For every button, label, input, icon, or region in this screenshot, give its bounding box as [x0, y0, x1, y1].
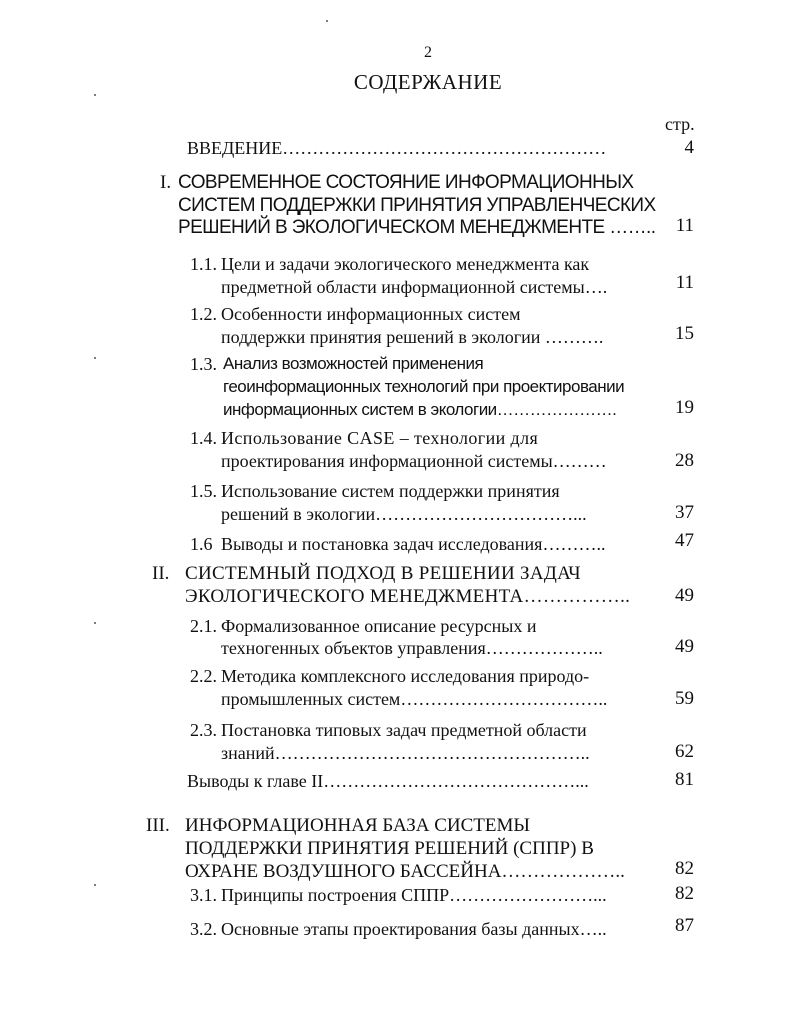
scan-speck: [94, 884, 96, 886]
toc-entry-number: 1.4.: [190, 428, 217, 448]
toc-entry-number: 2.1.: [190, 616, 217, 636]
toc-entry-page: 82: [675, 883, 694, 904]
toc-entry-page: 11: [675, 215, 694, 236]
toc-entry-title-line: ВВЕДЕНИЕ………………………………………………: [187, 138, 607, 158]
toc-entry-number: 1.5.: [190, 481, 217, 501]
toc-entry-title-line: ПОДДЕРЖКИ ПРИНЯТИЯ РЕШЕНИЙ (СППР) В: [185, 838, 594, 859]
toc-entry-page: 37: [675, 502, 694, 523]
toc-entry-page: 49: [675, 585, 694, 606]
toc-entry-title-line: СОВРЕМЕННОЕ СОСТОЯНИЕ ИНФОРМАЦИОННЫХ: [178, 172, 634, 193]
toc-entry-number: II.: [152, 563, 170, 584]
page-column-label: стр.: [665, 114, 695, 134]
toc-entry-number: 1.1.: [190, 254, 217, 274]
toc-entry-title-line: СИСТЕМ ПОДДЕРЖКИ ПРИНЯТИЯ УПРАВЛЕНЧЕСКИХ: [178, 195, 656, 216]
toc-entry-title-line: Использование CASE – технологии для: [221, 428, 539, 448]
toc-entry-title-line: поддержки принятия решений в экологии ……….: [221, 327, 604, 347]
toc-entry-title-line: геоинформационных технологий при проектировании: [223, 377, 625, 396]
page-title: СОДЕРЖАНИЕ: [353, 70, 503, 94]
toc-entry-title-line: Цели и задачи экологического менеджмента как: [221, 254, 590, 274]
toc-entry-title-line: ЭКОЛОГИЧЕСКОГО МЕНЕДЖМЕНТА……………..: [185, 586, 631, 607]
toc-entry-page: 47: [675, 530, 694, 551]
toc-entry-title-line: Выводы и постановка задач исследования………..: [221, 534, 606, 554]
toc-entry-page: 4: [684, 137, 694, 158]
toc-entry-number: 1.2.: [190, 304, 217, 324]
toc-entry-number: 2.3.: [190, 720, 217, 740]
toc-entry-title-line: промышленных систем……………………………..: [221, 689, 608, 709]
toc-entry-page: 19: [675, 397, 694, 418]
toc-entry-title-line: Особенности информационных систем: [221, 304, 521, 324]
toc-entry-title-line: техногенных объектов управления………………..: [221, 638, 603, 658]
toc-entry-page: 11: [675, 272, 694, 293]
toc-entry-title-line: Выводы к главе II……………………………………...: [187, 771, 589, 791]
toc-entry-title-line: решений в экологии……………………………...: [221, 504, 587, 524]
toc-entry-title-line: знаний……………………………………………..: [221, 743, 590, 763]
scan-speck: [94, 357, 96, 359]
toc-entry-title-line: Постановка типовых задач предметной области: [221, 720, 587, 740]
toc-entry-number: 1.6: [190, 534, 213, 554]
toc-entry-title-line: Использование систем поддержки принятия: [221, 481, 560, 501]
toc-entry-page: 81: [675, 769, 694, 790]
toc-entry-title-line: проектирования информационной системы………: [221, 451, 607, 471]
toc-entry-title-line: ОХРАНЕ ВОЗДУШНОГО БАССЕЙНА………………..: [185, 861, 625, 882]
toc-entry-page: 87: [675, 915, 694, 936]
toc-entry-number: 3.1.: [190, 885, 217, 905]
toc-entry-number: III.: [146, 815, 170, 836]
toc-entry-number: I.: [160, 172, 172, 193]
toc-entry-page: 49: [675, 636, 694, 657]
toc-entry-title-line: информационных систем в экологии………………….: [223, 400, 617, 419]
scan-speck: [326, 20, 328, 22]
toc-entry-number: 1.3.: [190, 354, 217, 374]
toc-entry-title-line: Принципы построения СППР……………………...: [221, 885, 607, 905]
toc-entry-title-line: Анализ возможностей применения: [223, 354, 484, 373]
toc-entry-title-line: СИСТЕМНЫЙ ПОДХОД В РЕШЕНИИ ЗАДАЧ: [185, 563, 581, 584]
page-number: 2: [424, 44, 432, 61]
toc-entry-page: 82: [675, 858, 694, 879]
scan-speck: [94, 622, 96, 624]
toc-entry-title-line: ИНФОРМАЦИОННАЯ БАЗА СИСТЕМЫ: [185, 815, 530, 836]
toc-entry-page: 59: [675, 688, 694, 709]
toc-entry-number: 3.2.: [190, 919, 217, 939]
toc-entry-title-line: Формализованное описание ресурсных и: [221, 616, 537, 636]
toc-entry-page: 28: [675, 450, 694, 471]
toc-entry-page: 15: [675, 323, 694, 344]
toc-entry-title-line: предметной области информационной системы….: [221, 277, 608, 297]
toc-entry-title-line: Методика комплексного исследования природо-: [221, 666, 590, 686]
toc-entry-title-line: РЕШЕНИЙ В ЭКОЛОГИЧЕСКОМ МЕНЕДЖМЕНТЕ ……..: [178, 217, 656, 238]
toc-entry-page: 62: [675, 741, 694, 762]
toc-entry-title-line: Основные этапы проектирования базы данных…..: [221, 919, 607, 939]
toc-entry-number: 2.2.: [190, 666, 217, 686]
